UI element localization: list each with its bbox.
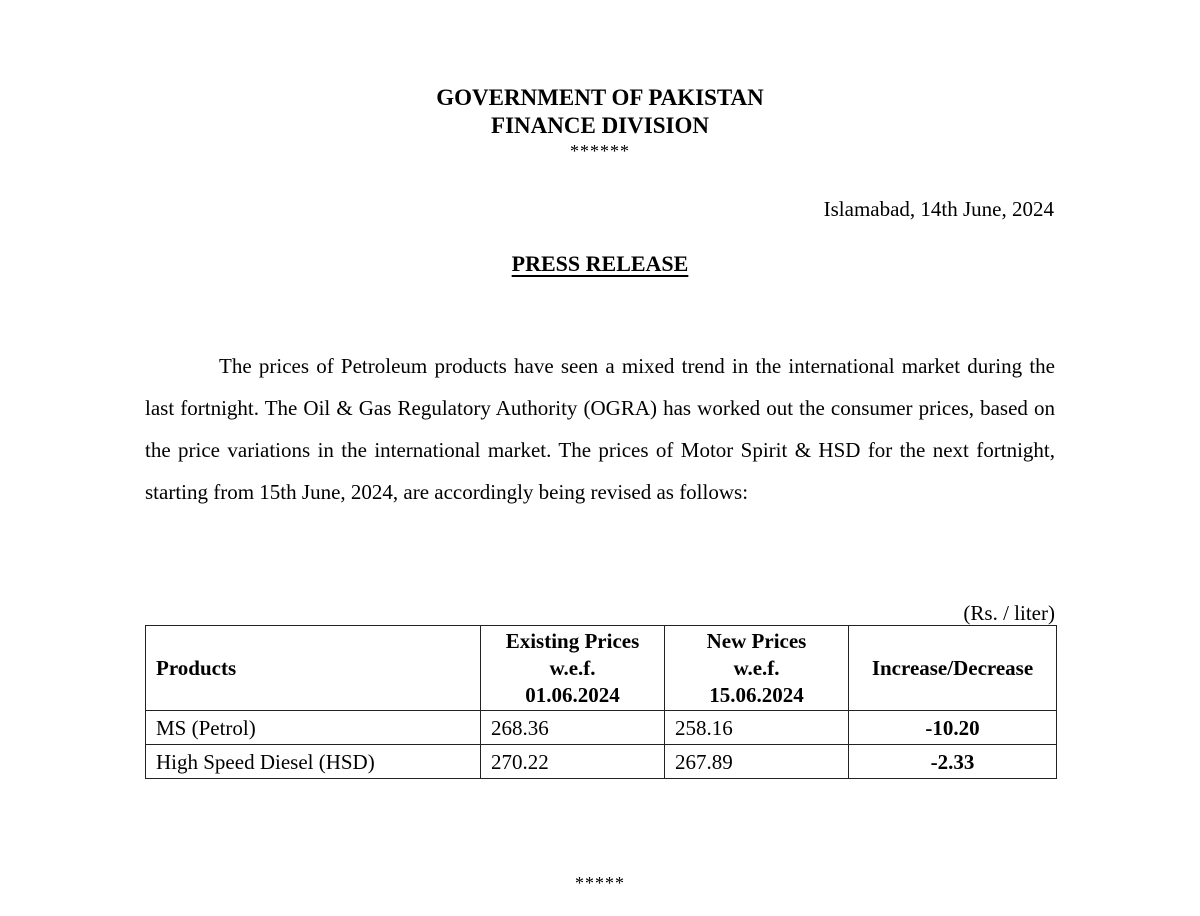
- footer-separator-stars: *****: [575, 873, 625, 893]
- title-container: [0, 250, 1200, 278]
- table-row: [146, 711, 1057, 745]
- cell-product: MS (Petrol): [146, 711, 481, 745]
- header-existing-line: w.e.f.: [549, 655, 596, 680]
- table-header-row: [146, 626, 1057, 711]
- cell-product: High Speed Diesel (HSD): [146, 745, 481, 779]
- header-existing-line: 01.06.2024: [525, 682, 620, 707]
- header-products: Products: [146, 626, 481, 711]
- header-new-line: w.e.f.: [733, 655, 780, 680]
- cell-change: -10.20: [849, 711, 1057, 745]
- cell-change: -2.33: [849, 745, 1057, 779]
- header-division: FINANCE DIVISION: [491, 113, 709, 138]
- press-release-title: PRESS RELEASE: [511, 251, 689, 276]
- table-unit-label: (Rs. / liter): [963, 601, 1055, 625]
- header-new-prices: [665, 626, 849, 711]
- header-separator-stars: ******: [570, 141, 630, 161]
- cell-existing-price: 270.22: [481, 745, 665, 779]
- body-paragraph: The prices of Petroleum products have seen a mixed trend in the international market during the last fortnight. The Oil & Gas Regulatory Authority (OGRA) has worked out the consumer prices, based on the price variations in the international market. The prices of Motor Spirit & HSD for the next fortnight, starting from 15th June, 2024, are accordingly being revised as follows:: [145, 354, 1055, 504]
- header-new-line: 15.06.2024: [709, 682, 804, 707]
- cell-new-price: 267.89: [665, 745, 849, 779]
- header-increase-decrease: Increase/Decrease: [849, 626, 1057, 711]
- header-new-line: New Prices: [706, 628, 807, 653]
- price-table: [145, 625, 1057, 779]
- header-existing-prices: [481, 626, 665, 711]
- cell-existing-price: 268.36: [481, 711, 665, 745]
- header-existing-line: Existing Prices: [505, 628, 640, 653]
- header-government: GOVERNMENT OF PAKISTAN: [436, 85, 764, 110]
- dateline: Islamabad, 14th June, 2024: [823, 197, 1054, 221]
- cell-new-price: 258.16: [665, 711, 849, 745]
- table-row: [146, 745, 1057, 779]
